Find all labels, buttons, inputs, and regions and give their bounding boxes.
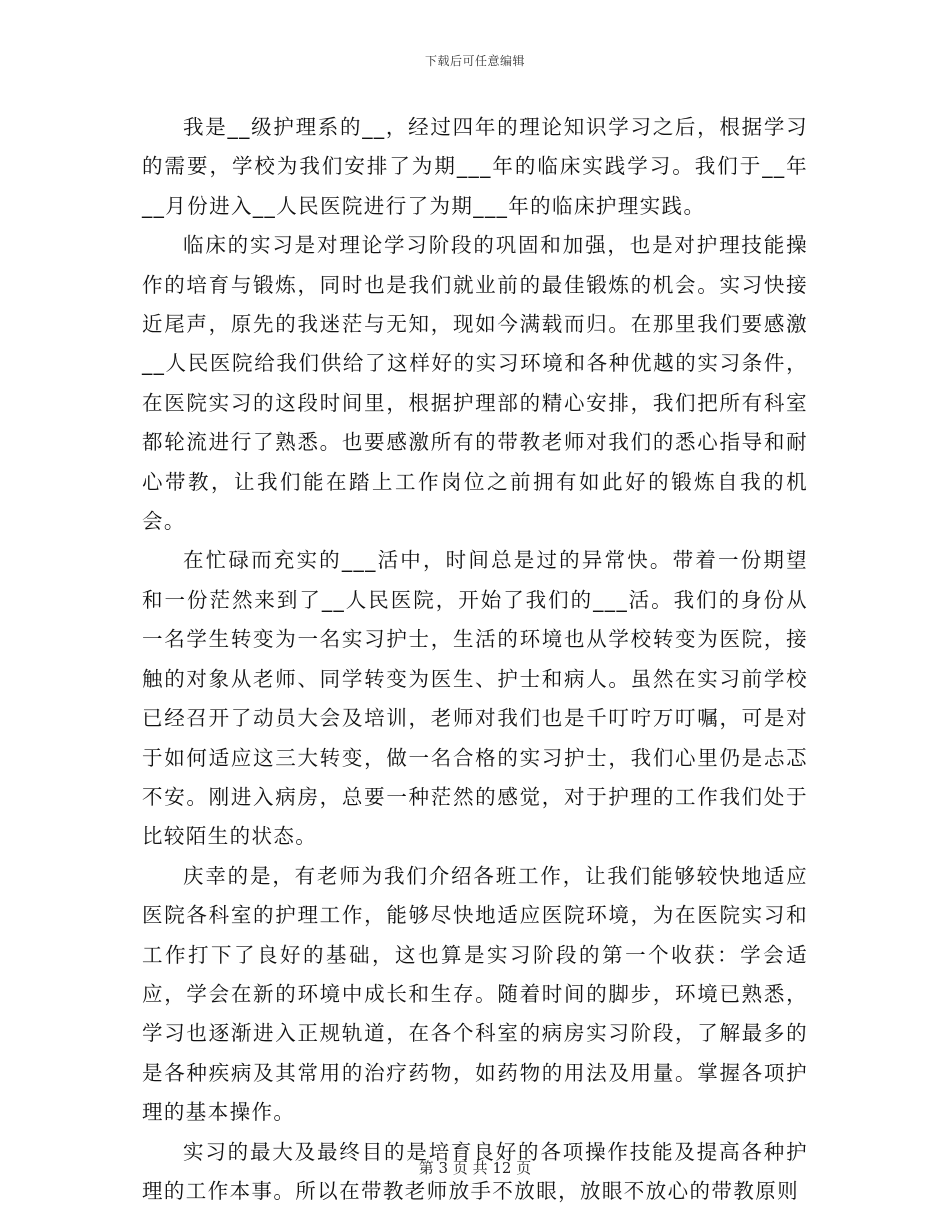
page-header-note: 下载后可任意编辑 [424, 54, 525, 68]
page-number-footer: 第 3 页 共 12 页 [418, 1159, 532, 1177]
paragraph-2: 临床的实习是对理论学习阶段的巩固和加强，也是对护理技能操作的培育与锻炼，同时也是我们就业前的最佳锻炼的机会。实习快接近尾声，原先的我迷茫与无知，现如今满载而归。在那里我们要感激__人民医院给我们供给了这样好的实习环境和各种优越的实习条件，在医院实习的这段时间里，根据护理部的精心安排，我们把所有科室都轮流进行了熟悉。也要感激所有的带教老师对我们的悉心指导和耐心带教，让我们能在踏上工作岗位之前拥有如此好的锻炼自我的机会。 [142, 233, 808, 534]
paragraph-5: 实习的最大及最终目的是培育良好的各项操作技能及提高各种护理的工作本事。所以在带教老师放手不放眼，放眼不放心的带教原则 [142, 1139, 808, 1203]
paragraph-3: 在忙碌而充实的___活中，时间总是过的异常快。带着一份期望和一份茫然来到了__人民医院，开始了我们的___活。我们的身份从一名学生转变为一名实习护士，生活的环境也从学校转变为医院，接触的对象从老师、同学转变为医生、护士和病人。虽然在实习前学校已经召开了动员大会及培训，老师对我们也是千叮咛万叮嘱，可是对于如何适应这三大转变，做一名合格的实习护士，我们心里仍是忐忑不安。刚进入病房，总要一种茫然的感觉，对于护理的工作我们处于比较陌生的状态。 [142, 548, 808, 849]
document-body [142, 108, 808, 1211]
paragraph-1: 我是__级护理系的__，经过四年的理论知识学习之后，根据学习的需要，学校为我们安排了为期___年的临床实践学习。我们于__年__月份进入__人民医院进行了为期___年的临床护理实践。 [142, 115, 808, 218]
paragraph-4: 庆幸的是，有老师为我们介绍各班工作，让我们能够较快地适应医院各科室的护理工作，能够尽快地适应医院环境，为在医院实习和工作打下了良好的基础，这也算是实习阶段的第一个收获：学会适应，学会在新的环境中成长和生存。随着时间的脚步，环境已熟悉，学习也逐渐进入正规轨道，在各个科室的病房实习阶段，了解最多的是各种疾病及其常用的治疗药物，如药物的用法及用量。掌握各项护理的基本操作。 [142, 863, 808, 1125]
